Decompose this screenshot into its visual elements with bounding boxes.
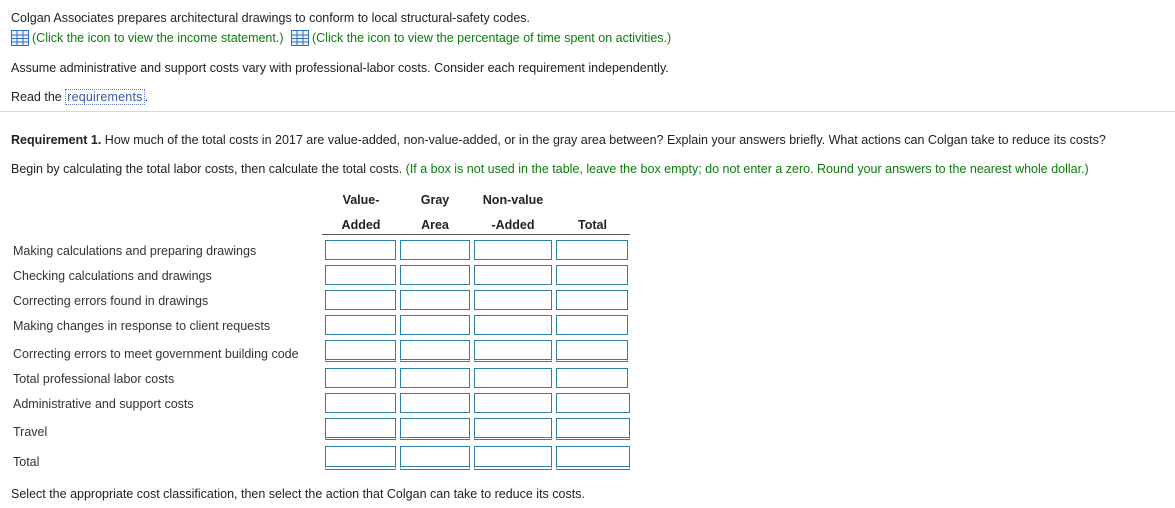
read-prefix: Read the <box>11 90 62 104</box>
value-added-input[interactable] <box>325 340 396 362</box>
row-label: Making changes in response to client requests <box>13 319 271 333</box>
value-added-input[interactable] <box>325 393 396 413</box>
gray-area-input[interactable] <box>400 240 470 260</box>
requirement-label: Requirement 1. <box>11 133 102 147</box>
header-gray-area-1: Gray <box>420 193 450 207</box>
total-input[interactable] <box>556 340 628 362</box>
total-input[interactable] <box>556 446 630 470</box>
gray-area-input[interactable] <box>400 418 470 440</box>
value-added-input[interactable] <box>325 290 396 310</box>
value-added-input[interactable] <box>325 368 396 388</box>
row-label: Travel <box>13 425 48 439</box>
income-statement-link[interactable]: (Click the icon to view the income statement.) <box>32 31 284 45</box>
total-input[interactable] <box>556 265 628 285</box>
data-links-line <box>11 30 671 46</box>
non-value-added-input[interactable] <box>474 446 552 470</box>
instruction-text <box>11 162 1089 176</box>
requirement-text <box>11 133 1106 147</box>
header-total: Total <box>578 218 607 232</box>
header-gray-area-2: Area <box>421 218 449 232</box>
table-icon[interactable] <box>11 30 29 46</box>
total-input[interactable] <box>556 290 628 310</box>
read-requirements-line <box>11 90 148 104</box>
non-value-added-input[interactable] <box>474 418 552 440</box>
gray-area-input[interactable] <box>400 340 470 362</box>
header-value-added-1: Value- <box>342 193 380 207</box>
header-non-value-added-2: -Added <box>491 218 535 232</box>
total-input[interactable] <box>556 240 628 260</box>
divider <box>0 111 1175 112</box>
value-added-input[interactable] <box>325 265 396 285</box>
total-input[interactable] <box>556 418 630 440</box>
row-label: Correcting errors found in drawings <box>13 294 209 308</box>
read-suffix: . <box>144 90 149 104</box>
total-input[interactable] <box>556 368 628 388</box>
value-added-input[interactable] <box>325 446 396 470</box>
gray-area-input[interactable] <box>400 368 470 388</box>
row-label: Making calculations and preparing drawings <box>13 244 257 258</box>
gray-area-input[interactable] <box>400 393 470 413</box>
requirement-question: How much of the total costs in 2017 are value-added, non-value-added, or in the gray area between? Explain your answers briefly. What actions can Colgan take to reduce its costs? <box>101 133 1106 147</box>
total-input[interactable] <box>556 315 628 335</box>
non-value-added-input[interactable] <box>474 290 552 310</box>
row-label: Administrative and support costs <box>13 397 194 411</box>
table-icon[interactable] <box>291 30 309 46</box>
gray-area-input[interactable] <box>400 265 470 285</box>
non-value-added-input[interactable] <box>474 393 552 413</box>
non-value-added-input[interactable] <box>474 240 552 260</box>
row-label: Total <box>13 455 40 469</box>
time-percentage-link[interactable]: (Click the icon to view the percentage of time spent on activities.) <box>311 31 672 45</box>
requirements-link[interactable]: requirements <box>67 90 143 104</box>
gray-area-input[interactable] <box>400 315 470 335</box>
non-value-added-input[interactable] <box>474 368 552 388</box>
non-value-added-input[interactable] <box>474 340 552 362</box>
instruction-main: Begin by calculating the total labor costs, then calculate the total costs. <box>11 162 403 176</box>
non-value-added-input[interactable] <box>474 315 552 335</box>
footer-text: Select the appropriate cost classification, then select the action that Colgan can take to reduce its costs. <box>11 487 585 501</box>
intro-text: Colgan Associates prepares architectural drawings to conform to local structural-safety codes. <box>11 11 530 25</box>
assumption-text: Assume administrative and support costs vary with professional-labor costs. Consider each requirement independently. <box>11 61 669 75</box>
gray-area-input[interactable] <box>400 446 470 470</box>
instruction-note: (If a box is not used in the table, leave the box empty; do not enter a zero. Round your answers to the nearest whole dollar.) <box>402 162 1089 176</box>
header-non-value-added-1: Non-value <box>482 193 544 207</box>
row-label: Checking calculations and drawings <box>13 269 212 283</box>
total-input[interactable] <box>556 393 630 413</box>
row-label: Correcting errors to meet government building code <box>13 347 299 361</box>
value-added-input[interactable] <box>325 418 396 440</box>
value-added-input[interactable] <box>325 315 396 335</box>
gray-area-input[interactable] <box>400 290 470 310</box>
header-rule <box>322 234 630 235</box>
value-added-input[interactable] <box>325 240 396 260</box>
row-label: Total professional labor costs <box>13 372 175 386</box>
non-value-added-input[interactable] <box>474 265 552 285</box>
header-value-added-2: Added <box>341 218 381 232</box>
